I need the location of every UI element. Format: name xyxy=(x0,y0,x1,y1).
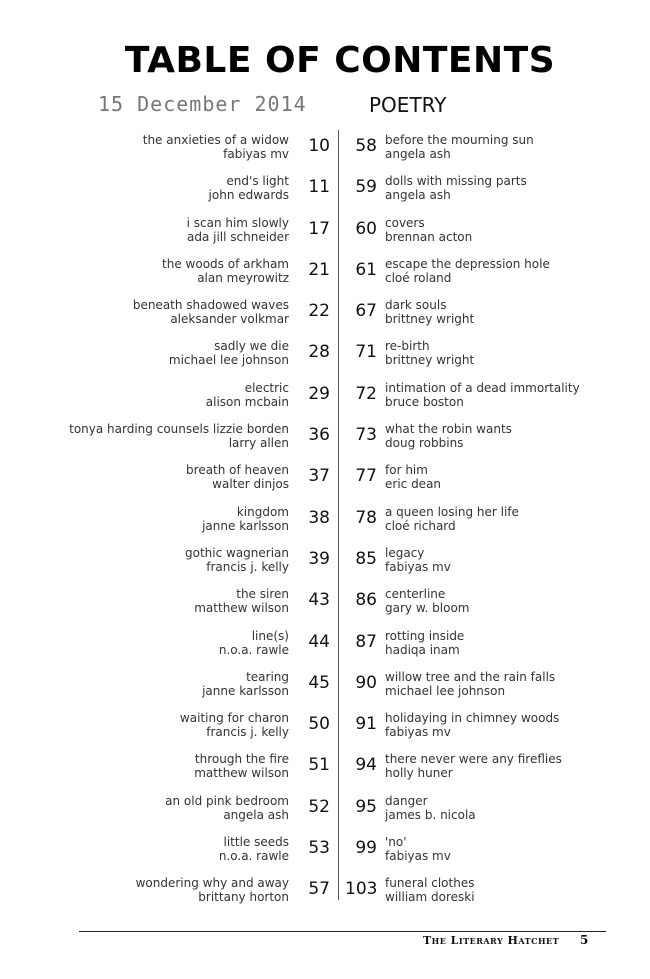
toc-entry-text xyxy=(385,587,470,615)
poem-author: james b. nicola xyxy=(385,807,476,822)
toc-entry xyxy=(345,835,605,876)
poem-title: willow tree and the rain falls xyxy=(385,669,556,684)
poem-title: for him xyxy=(385,463,428,478)
poem-title: centerline xyxy=(385,587,446,602)
toc-entry-text xyxy=(385,339,474,367)
toc-entry-text xyxy=(165,794,289,822)
poem-title: funeral clothes xyxy=(385,876,475,891)
poem-title: dolls with missing parts xyxy=(385,174,527,189)
page-number: 58 xyxy=(355,136,377,156)
poem-title: 'no' xyxy=(385,835,407,850)
poem-author: larry allen xyxy=(228,436,289,451)
poem-title: sadly we die xyxy=(214,339,289,354)
poem-author: walter dinjos xyxy=(212,477,289,492)
page-number: 21 xyxy=(308,259,330,280)
page-title: TABLE OF CONTENTS xyxy=(124,40,556,81)
page-number: 78 xyxy=(355,507,377,528)
toc-entry-text xyxy=(385,174,527,202)
page-number: 50 xyxy=(308,714,330,735)
poem-author: alison mcbain xyxy=(205,394,289,409)
page-number: 37 xyxy=(308,466,330,487)
poem-author: brennan acton xyxy=(385,229,473,244)
poem-author: eric dean xyxy=(385,477,442,492)
poem-author: brittney wright xyxy=(385,353,475,368)
poem-author: ada jill schneider xyxy=(187,229,289,244)
section-heading: POETRY xyxy=(369,93,447,117)
toc-entry xyxy=(345,463,605,504)
poem-author: doug robbins xyxy=(385,436,464,451)
page-number: 77 xyxy=(355,466,377,487)
toc-entry xyxy=(80,339,330,380)
toc-entry-text xyxy=(143,133,289,161)
poem-author: matthew wilson xyxy=(194,766,289,781)
page-number: 91 xyxy=(355,714,377,735)
page-number: 90 xyxy=(355,672,377,693)
toc-entry-text xyxy=(385,546,451,574)
toc-entry-text xyxy=(219,629,289,657)
page-number: 85 xyxy=(355,548,377,569)
poem-author: angela ash xyxy=(223,807,289,822)
poem-author: francis j. kelly xyxy=(206,725,289,740)
poem-title: escape the depression hole xyxy=(385,256,550,271)
page-number: 45 xyxy=(308,672,330,693)
poem-title: covers xyxy=(385,215,425,230)
poem-title: electric xyxy=(244,380,289,395)
poem-author: bruce boston xyxy=(385,394,464,409)
poem-author: janne karlsson xyxy=(202,683,289,698)
poem-title: wondering why and away xyxy=(135,876,289,891)
page-number: 94 xyxy=(355,755,377,776)
toc-entry-text xyxy=(169,339,289,367)
page-number: 103 xyxy=(345,879,378,900)
toc-entry-text xyxy=(385,133,534,161)
poem-title: the siren xyxy=(236,587,289,602)
toc-entry xyxy=(80,629,330,670)
toc-entry-text xyxy=(385,216,472,244)
poem-title: breath of heaven xyxy=(186,463,289,478)
toc-entry-text xyxy=(136,876,289,904)
page-number: 36 xyxy=(308,425,330,446)
footer-rule xyxy=(79,931,606,932)
poem-title: there never were any fireflies xyxy=(385,752,562,767)
toc-entry xyxy=(345,174,605,215)
poem-title: intimation of a dead immortality xyxy=(385,380,580,395)
poem-author: fabiyas mv xyxy=(223,147,289,161)
page-number: 67 xyxy=(355,301,377,322)
toc-entry xyxy=(80,257,330,298)
poem-title: gothic wagnerian xyxy=(184,545,289,560)
poem-title: a queen losing her life xyxy=(385,504,519,519)
page-number: 71 xyxy=(355,342,377,363)
poem-author: michael lee johnson xyxy=(385,683,506,698)
toc-entry-text xyxy=(385,257,550,285)
issue-date: 15 December 2014 xyxy=(98,92,307,116)
poem-title: legacy xyxy=(385,545,425,560)
poem-author: n.o.a. rawle xyxy=(218,642,289,657)
toc-entry xyxy=(345,422,605,463)
toc-entry xyxy=(80,835,330,876)
page-number: 10 xyxy=(308,136,330,156)
toc-entry-text xyxy=(202,505,289,533)
poem-author: cloé roland xyxy=(385,270,452,285)
page-number: 87 xyxy=(355,631,377,652)
poem-author: john edwards xyxy=(208,188,289,203)
toc-entry-text xyxy=(194,752,289,780)
toc-entry xyxy=(80,381,330,422)
poem-title: the woods of arkham xyxy=(162,256,289,271)
toc-entry-text xyxy=(385,629,464,657)
poem-author: william doreski xyxy=(385,890,475,905)
toc-entry xyxy=(80,133,330,174)
toc-entry-text xyxy=(385,422,512,450)
toc-entry xyxy=(80,752,330,793)
poem-author: hadiqa inam xyxy=(385,642,460,657)
poem-title: dark souls xyxy=(385,298,447,313)
toc-entry xyxy=(80,711,330,752)
page-number: 99 xyxy=(355,838,377,859)
poem-author: alan meyrowitz xyxy=(197,270,289,285)
page-number: 52 xyxy=(308,796,330,817)
toc-entry-text xyxy=(180,711,289,739)
toc-entry-text xyxy=(385,752,562,780)
toc-entry-text xyxy=(206,381,289,409)
toc-entry-text xyxy=(385,505,519,533)
toc-entry xyxy=(80,463,330,504)
poem-title: through the fire xyxy=(194,752,289,767)
toc-entry xyxy=(69,422,330,463)
toc-entry xyxy=(80,670,330,711)
toc-entry xyxy=(80,505,330,546)
poem-title: rotting inside xyxy=(385,628,465,643)
page-number: 17 xyxy=(308,218,330,239)
toc-entry xyxy=(345,257,605,298)
toc-entry-text xyxy=(385,670,555,698)
toc-entry xyxy=(345,794,605,835)
toc-entry-text xyxy=(385,794,476,822)
page-number: 86 xyxy=(355,590,377,611)
page-number: 53 xyxy=(308,838,330,859)
right-contents-column xyxy=(345,133,605,918)
page-number: 60 xyxy=(355,218,377,239)
poem-title: before the mourning sun xyxy=(385,133,534,147)
toc-entry xyxy=(345,587,605,628)
toc-entry xyxy=(345,339,605,380)
poem-author: matthew wilson xyxy=(194,601,289,616)
poem-title: little seeds xyxy=(223,835,289,850)
toc-entry xyxy=(80,587,330,628)
toc-entry-text xyxy=(385,381,580,409)
toc-entry xyxy=(345,505,605,546)
footer-page-number: 5 xyxy=(580,933,589,947)
toc-entry xyxy=(80,876,330,917)
toc-entry-text xyxy=(69,422,289,450)
poem-title: kingdom xyxy=(236,504,289,519)
toc-entry xyxy=(80,546,330,587)
page-number: 73 xyxy=(355,425,377,446)
page-number: 57 xyxy=(308,879,330,900)
toc-entry xyxy=(345,298,605,339)
page-number: 38 xyxy=(308,507,330,528)
toc-entry-text xyxy=(385,711,559,739)
page-number: 44 xyxy=(308,631,330,652)
poem-title: the anxieties of a widow xyxy=(142,133,289,147)
poem-author: gary w. bloom xyxy=(385,601,470,616)
toc-entry-text xyxy=(194,587,289,615)
toc-entry-text xyxy=(162,257,289,285)
page-number: 39 xyxy=(308,548,330,569)
poem-author: angela ash xyxy=(385,147,451,161)
left-contents-column xyxy=(69,133,330,918)
poem-author: angela ash xyxy=(385,188,451,203)
page-number: 61 xyxy=(355,259,377,280)
toc-entry xyxy=(345,133,605,174)
poem-author: cloé richard xyxy=(385,518,456,533)
poem-title: danger xyxy=(385,793,428,808)
page-number: 11 xyxy=(308,177,330,198)
page-number: 51 xyxy=(308,755,330,776)
toc-entry-text xyxy=(385,463,441,491)
toc-entry-text xyxy=(133,298,289,326)
column-divider xyxy=(338,130,339,900)
poem-title: tearing xyxy=(246,669,289,684)
toc-entry xyxy=(345,629,605,670)
toc-entry-text xyxy=(202,670,289,698)
toc-entry xyxy=(345,670,605,711)
toc-entry xyxy=(345,711,605,752)
toc-entry xyxy=(80,298,330,339)
page-number: 29 xyxy=(308,383,330,404)
poem-author: brittany horton xyxy=(198,890,289,905)
toc-entry xyxy=(345,876,605,917)
poem-title: waiting for charon xyxy=(179,711,289,726)
page-number: 95 xyxy=(355,796,377,817)
poem-author: francis j. kelly xyxy=(206,559,289,574)
poem-author: michael lee johnson xyxy=(168,353,289,368)
toc-entry-text xyxy=(385,835,451,863)
footer-publication: The Literary Hatchet xyxy=(423,934,560,947)
toc-entry-text xyxy=(385,298,474,326)
toc-entry-text xyxy=(219,835,289,863)
poem-title: i scan him slowly xyxy=(186,215,289,230)
poem-title: an old pink bedroom xyxy=(165,793,289,808)
poem-author: holly huner xyxy=(385,766,453,781)
page-number: 59 xyxy=(355,177,377,198)
poem-title: what the robin wants xyxy=(385,422,512,437)
poem-title: re-birth xyxy=(385,339,430,354)
toc-entry xyxy=(345,381,605,422)
poem-title: tonya harding counsels lizzie borden xyxy=(69,422,289,437)
poem-author: n.o.a. rawle xyxy=(218,849,289,864)
poem-author: fabiyas mv xyxy=(385,849,451,864)
toc-entry-text xyxy=(385,876,475,904)
poem-title: end's light xyxy=(226,174,289,189)
page-number: 22 xyxy=(308,301,330,322)
toc-entry xyxy=(345,216,605,257)
page-number: 72 xyxy=(355,383,377,404)
poem-author: aleksander volkmar xyxy=(170,312,289,327)
toc-entry-text xyxy=(186,463,289,491)
page-number: 28 xyxy=(308,342,330,363)
toc-entry xyxy=(345,752,605,793)
poem-author: fabiyas mv xyxy=(385,559,451,574)
toc-entry-text xyxy=(187,216,289,244)
toc-entry xyxy=(80,174,330,215)
poem-title: beneath shadowed waves xyxy=(132,298,289,313)
poem-author: fabiyas mv xyxy=(385,725,451,740)
poem-title: line(s) xyxy=(251,628,289,643)
toc-entry-text xyxy=(209,174,289,202)
poem-author: janne karlsson xyxy=(202,518,289,533)
poem-author: brittney wright xyxy=(385,312,475,327)
toc-entry xyxy=(80,216,330,257)
toc-entry xyxy=(345,546,605,587)
toc-entry xyxy=(80,794,330,835)
page-number: 43 xyxy=(308,590,330,611)
toc-entry-text xyxy=(185,546,289,574)
poem-title: holidaying in chimney woods xyxy=(385,711,560,726)
